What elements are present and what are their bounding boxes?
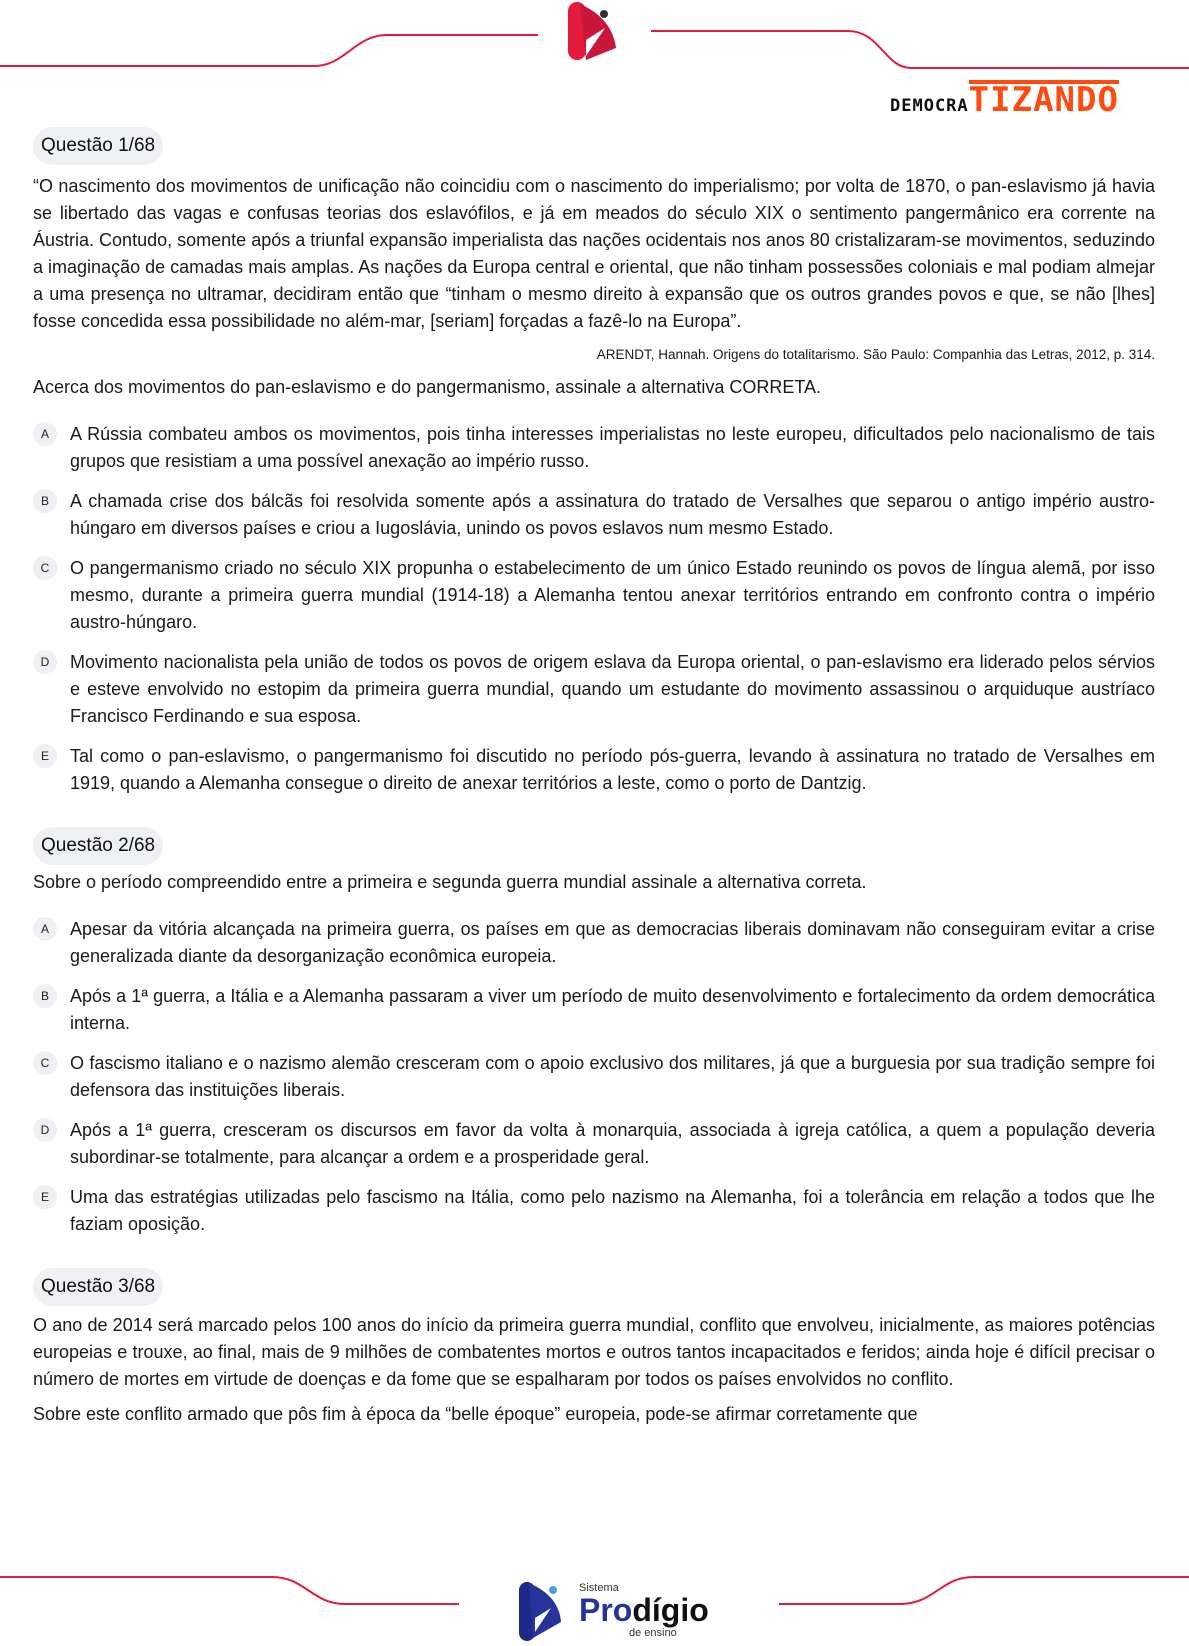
option-text: O fascismo italiano e o nazismo alemão cresceram com o apoio exclusivo dos militares, já que a burguesia por sua tradição sempre foi defensora das instituições liberais. xyxy=(70,1053,1155,1100)
question-prompt: Acerca dos movimentos do pan-eslavismo e do pangermanismo, assinale a alternativa CORRETA. xyxy=(33,377,822,397)
option-letter: C xyxy=(33,1051,57,1075)
option-e[interactable] xyxy=(33,743,1155,797)
question-label: Questão 3/68 xyxy=(33,1268,163,1306)
option-text: A Rússia combateu ambos os movimentos, pois tinha interesses imperialistas no leste europeu, dificultados pelo nacionalismo de tais grupos que resistiam a uma possível anexação ao império russo. xyxy=(70,424,1155,471)
option-b[interactable] xyxy=(33,983,1155,1037)
footer-brand-name-b: dígio xyxy=(632,1592,709,1628)
header-decoration xyxy=(0,0,1189,80)
option-text: Tal como o pan-eslavismo, o pangermanismo foi discutido no período pós-guerra, levando à assinatura no tratado de Versalhes em 1919, quando a Alemanha consegue o direito de anexar territórios a leste, como o porto de Dantzig. xyxy=(70,746,1155,793)
option-text: Após a 1ª guerra, a Itália e a Alemanha passaram a viver um período de muito desenvolvimento e fortalecimento da ordem democrática interna. xyxy=(70,986,1155,1033)
footer-brand-bottom: de ensino xyxy=(629,1627,677,1639)
option-letter: A xyxy=(33,422,57,446)
option-letter: A xyxy=(33,917,57,941)
footer-brand-top: Sistema xyxy=(579,1582,619,1594)
footer-brand-name-a: Pro xyxy=(579,1592,633,1628)
option-text: Após a 1ª guerra, cresceram os discursos em favor da volta à monarquia, associada à igreja católica, a quem a população deveria subordinar-se totalmente, para alcançar a ordem e a prosperidade geral. xyxy=(70,1120,1155,1167)
question-text: O ano de 2014 será marcado pelos 100 anos do início da primeira guerra mundial, conflito que envolveu, inicialmente, as maiores potências europeias e trouxe, ao final, mais de 9 milhões de combatentes mortos e outros tantos incapacitados e feridos; ainda hoje é difícil precisar o número de mortes em virtude de doenças e da fome que se espalharam por todos os países envolvidos no conflito. xyxy=(33,1315,1155,1389)
option-a[interactable] xyxy=(33,421,1155,475)
option-letter: D xyxy=(33,1118,57,1142)
brand-part2: TIZANDO xyxy=(968,80,1119,120)
question-prompt: Sobre este conflito armado que pôs fim à época da “belle époque” europeia, pode-se afirmar corretamente que xyxy=(33,1404,918,1424)
option-d[interactable] xyxy=(33,1117,1155,1171)
option-text: O pangermanismo criado no século XIX propunha o estabelecimento de um único Estado reunindo os povos de língua alemã, por isso mesmo, durante a primeira guerra mundial (1914-18) a Alemanha tentou anexar territórios entrando em confronto contra o império austro-húngaro. xyxy=(70,558,1155,632)
question-label: Questão 2/68 xyxy=(33,827,163,865)
option-letter: B xyxy=(33,489,57,513)
democratizando-logo xyxy=(890,80,1119,120)
option-letter: D xyxy=(33,650,57,674)
sistema-prodigio-logo xyxy=(519,1578,729,1641)
option-letter: C xyxy=(33,556,57,580)
option-c[interactable] xyxy=(33,555,1155,636)
question-list xyxy=(33,127,1155,1428)
option-text: A chamada crise dos bálcãs foi resolvida somente após a assinatura do tratado de Versalhes que separou o antigo império austro-húngaro em diversos países e criou a Iugoslávia, unindo os povos eslavos num mesmo Estado. xyxy=(70,491,1155,538)
question-text: “O nascimento dos movimentos de unificação não coincidiu com o nascimento do imperialismo; por volta de 1870, o pan-eslavismo já havia se libertado das vagas e confusas teorias dos eslavófilos, e já em meados do século XIX o sentimento pangermânico era corrente na Áustria. Contudo, somente após a triunfal expansão imperialista das nações ocidentais nos anos 80 cristalizaram-se movimentos, seduzindo a imaginação de camadas mais amplas. As nações da Europa central e oriental, que não tinham possessões coloniais e mal podiam almejar a uma presença no ultramar, decidiram então que “tinham o mesmo direito à expansão que os outros grandes povos e que, se não [lhes] fosse concedida essa possibilidade no além-mar, [seriam] forçadas a fazê-lo na Europa”. xyxy=(33,176,1155,331)
option-letter: B xyxy=(33,984,57,1008)
option-text: Movimento nacionalista pela união de todos os povos de origem eslava da Europa oriental, o pan-eslavismo era liderado pelos sérvios e esteve envolvido no estopim da primeira guerra mundial, quando um estudante do movimento assassinou o arquiduque austríaco Francisco Ferdinando e sua esposa. xyxy=(70,652,1155,726)
option-e[interactable] xyxy=(33,1184,1155,1238)
option-text: Apesar da vitória alcançada na primeira guerra, os países em que as democracias liberais dominavam não conseguiram evitar a crise generalizada diante da desorganização econômica europeia. xyxy=(70,919,1155,966)
option-text: Uma das estratégias utilizadas pelo fascismo na Itália, como pelo nazismo na Alemanha, foi a tolerância em relação a todos que lhe faziam oposição. xyxy=(70,1187,1155,1234)
question-3 xyxy=(33,1268,1155,1428)
option-a[interactable] xyxy=(33,916,1155,970)
option-letter: E xyxy=(33,744,57,768)
question-label: Questão 1/68 xyxy=(33,127,163,165)
question-prompt: Sobre o período compreendido entre a primeira e segunda guerra mundial assinale a alternativa correta. xyxy=(33,872,867,892)
brand-part1: DEMOCRA xyxy=(890,96,969,116)
question-2 xyxy=(33,827,1155,1238)
question-1 xyxy=(33,127,1155,797)
option-d[interactable] xyxy=(33,649,1155,730)
option-letter: E xyxy=(33,1185,57,1209)
prodigio-p-logo-icon xyxy=(568,2,616,60)
footer-brand-name xyxy=(579,1592,709,1628)
option-c[interactable] xyxy=(33,1050,1155,1104)
prodigio-p-logo-icon xyxy=(519,1578,569,1641)
option-b[interactable] xyxy=(33,488,1155,542)
citation: ARENDT, Hannah. Origens do totalitarismo. São Paulo: Companhia das Letras, 2012, p. 314. xyxy=(596,347,1155,362)
